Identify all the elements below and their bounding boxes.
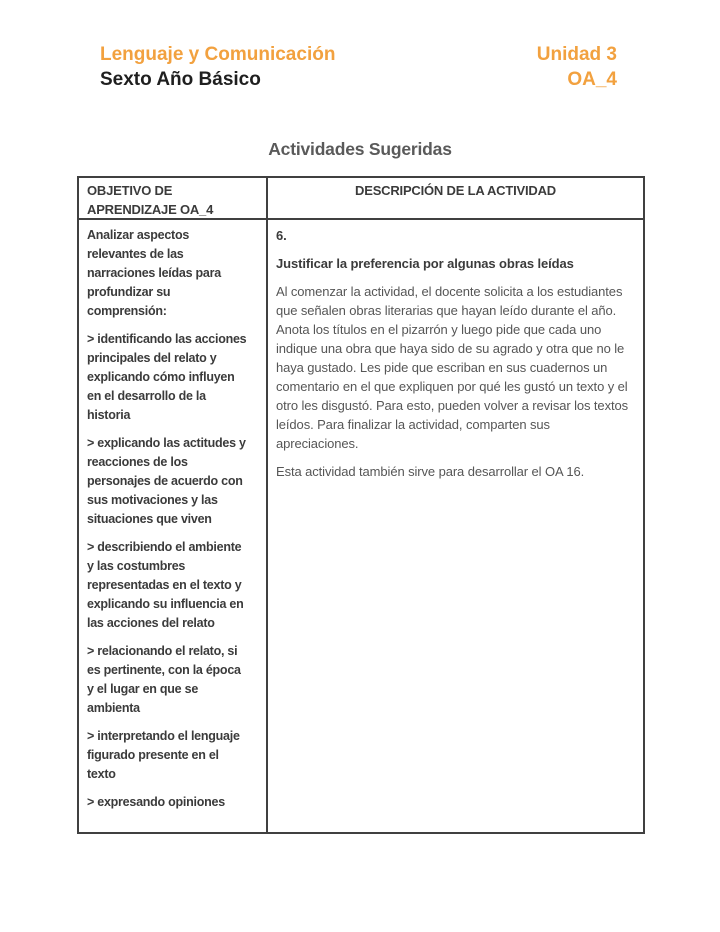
objective-cell xyxy=(79,220,268,832)
objective-bullet: > describiendo el ambiente y las costumbres representadas en el texto y explicando su influencia en las acciones del relato xyxy=(87,540,244,630)
objective-bullet: > interpretando el lenguaje figurado presente en el texto xyxy=(87,729,240,781)
objective-intro: Analizar aspectos relevantes de las narraciones leídas para profundizar su comprensión: xyxy=(87,228,221,318)
objective-bullet: > relacionando el relato, si es pertinente, con la época y el lugar en que se ambienta xyxy=(87,644,241,715)
activity-number: 6. xyxy=(276,228,287,243)
activity-title: Justificar la preferencia por algunas obras leídas xyxy=(276,256,574,271)
objective-bullet: > identificando las acciones principales del relato y explicando cómo influyen en el desarrollo de la historia xyxy=(87,332,247,422)
description-column-header: DESCRIPCIÓN DE LA ACTIVIDAD xyxy=(268,178,643,220)
header-right-block xyxy=(537,42,617,92)
course-title: Lenguaje y Comunicación xyxy=(100,44,336,65)
grade-level: Sexto Año Básico xyxy=(100,69,261,90)
activity-body: Al comenzar la actividad, el docente solicita a los estudiantes que señalen obras literarias que hayan leído durante el año. Anota los títulos en el pizarrón y luego pide que cada uno indique una obra que haya sido de su agrado y otra que no le haya gustado. Les pide que escriban en sus cuadernos un comentario en el que expliquen por qué les gustó un texto y el otro les disgustó. Para esto, pueden volver a revisar los textos leídos. Para finalizar la actividad, comparten sus apreciaciones. xyxy=(276,284,629,451)
activity-description-cell xyxy=(268,220,643,832)
objective-bullet: > explicando las actitudes y reacciones de los personajes de acuerdo con sus motivaciones y las situaciones que viven xyxy=(87,436,246,526)
header-left-block xyxy=(100,42,335,92)
oa-code: OA_4 xyxy=(567,69,617,90)
activity-note: Esta actividad también sirve para desarrollar el OA 16. xyxy=(276,464,585,479)
document-header xyxy=(100,42,617,92)
objective-bullet: > expresando opiniones xyxy=(87,795,225,809)
objective-column-header: OBJETIVO DE APRENDIZAJE OA_4 xyxy=(79,178,268,220)
unit-label: Unidad 3 xyxy=(536,44,617,65)
page-title: Actividades Sugeridas xyxy=(268,139,452,159)
activities-table xyxy=(77,176,645,834)
